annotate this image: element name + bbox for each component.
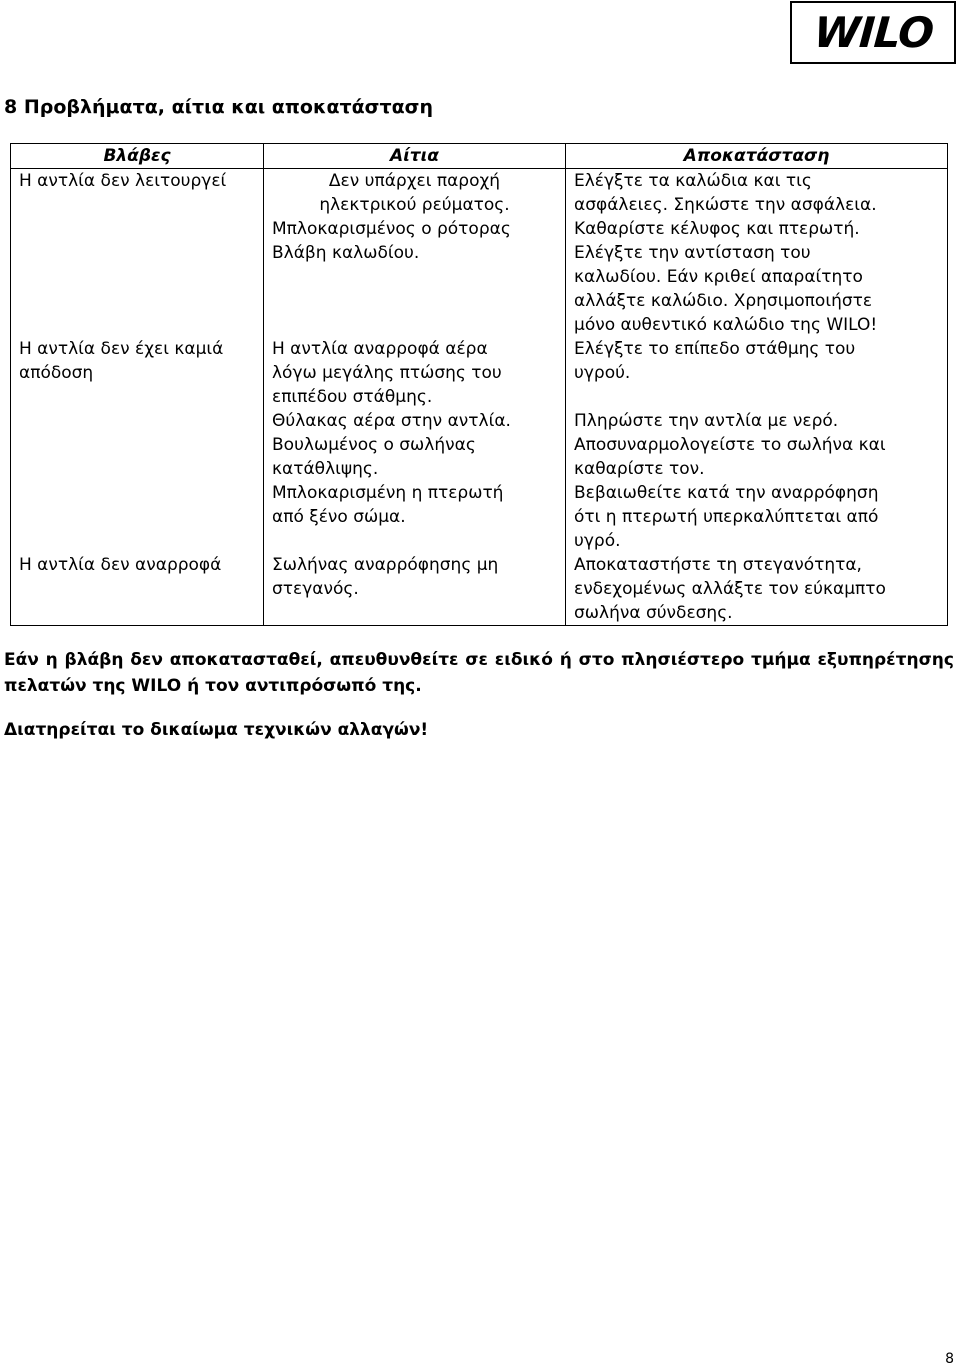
troubleshooting-table <box>10 143 948 626</box>
fault-cell: Η αντλία δεν αναρροφά <box>11 553 264 626</box>
table-row <box>11 169 948 218</box>
remedy-cell: Πληρώστε την αντλία με νερό. <box>566 409 948 433</box>
header-faults: Βλάβες <box>11 144 264 169</box>
cause-cell: Μπλοκαρισμένη η πτερωτή από ξένο σώμα. <box>264 481 566 553</box>
fault-cell <box>11 433 264 481</box>
remedy-cell: Αποκαταστήστε τη στεγανότητα, ενδεχομένως αλλάξτε τον εύκαμπτο σωλήνα σύνδεσης. <box>566 553 948 626</box>
table-header-row <box>11 144 948 169</box>
fault-cell <box>11 409 264 433</box>
header-remedy: Αποκατάσταση <box>566 144 948 169</box>
remedy-cell: Καθαρίστε κέλυφος και πτερωτή. <box>566 217 948 241</box>
section-heading: 8 Προβλήματα, αίτια και αποκατάσταση <box>4 96 433 118</box>
remedy-cell: Ελέγξτε την αντίσταση του καλωδίου. Εάν κριθεί απαραίτητο αλλάξτε καλώδιο. Χρησιμοποιήστε μόνο αυθεντικό καλώδιο της WILO! <box>566 241 948 337</box>
fault-cell <box>11 241 264 337</box>
service-notice: Εάν η βλάβη δεν αποκατασταθεί, απευθυνθείτε σε ειδικό ή στο πλησιέστερο τμήμα εξυπηρέτησης πελατών της WILO ή τον αντιπρόσωπό της. <box>4 650 954 696</box>
fault-cell: Η αντλία δεν έχει καμιά απόδοση <box>11 337 264 409</box>
remedy-cell: Ελέγξτε το επίπεδο στάθμης του υγρού. <box>566 337 948 409</box>
fault-cell <box>11 481 264 553</box>
table-row <box>11 553 948 626</box>
cause-cell: Σωλήνας αναρρόφησης μη στεγανός. <box>264 553 566 626</box>
remedy-cell: Ελέγξτε τα καλώδια και τις ασφάλειες. Σηκώστε την ασφάλεια. <box>566 169 948 218</box>
page-number: 8 <box>945 1351 954 1367</box>
header-causes: Αίτια <box>264 144 566 169</box>
remedy-cell: Βεβαιωθείτε κατά την αναρρόφηση ότι η πτερωτή υπερκαλύπτεται από υγρό. <box>566 481 948 553</box>
table-row <box>11 241 948 337</box>
fault-cell: Η αντλία δεν λειτουργεί <box>11 169 264 218</box>
table-row <box>11 337 948 409</box>
table-row <box>11 433 948 481</box>
logo-text: WILO <box>811 7 935 57</box>
cause-cell: Η αντλία αναρροφά αέρα λόγω μεγάλης πτώσης του επιπέδου στάθμης. <box>264 337 566 409</box>
remedy-cell: Αποσυναρμολογείστε το σωλήνα και καθαρίστε τον. <box>566 433 948 481</box>
fault-cell <box>11 217 264 241</box>
table-row <box>11 217 948 241</box>
cause-cell: Δεν υπάρχει παροχή ηλεκτρικού ρεύματος. <box>264 169 566 218</box>
rights-notice: Διατηρείται το δικαίωμα τεχνικών αλλαγών! <box>4 720 429 740</box>
wilo-logo <box>790 1 956 64</box>
cause-cell: Μπλοκαρισμένος ο ρότορας <box>264 217 566 241</box>
table-row <box>11 409 948 433</box>
table-row <box>11 481 948 553</box>
cause-cell: Βλάβη καλωδίου. <box>264 241 566 337</box>
cause-cell: Θύλακας αέρα στην αντλία. <box>264 409 566 433</box>
cause-cell: Βουλωμένος ο σωλήνας κατάθλιψης. <box>264 433 566 481</box>
